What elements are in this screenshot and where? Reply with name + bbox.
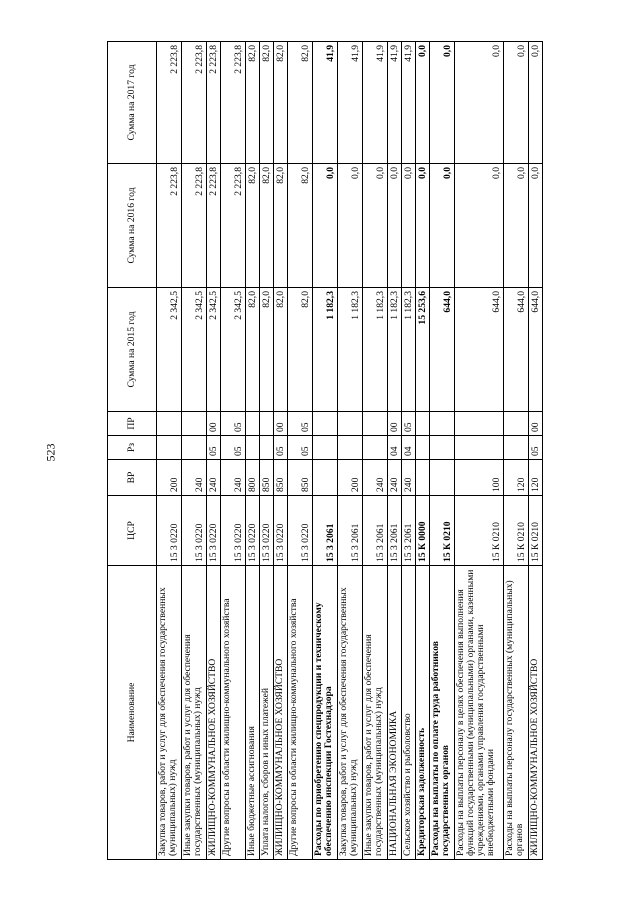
cell-sum-2015: 644,0 [455, 288, 504, 412]
table-row [504, 42, 529, 860]
cell-name: Закупка товаров, работ и услуг для обеспечения государственных (муниципальных) нужд [338, 566, 363, 860]
cell-name: Закупка товаров, работ и услуг для обеспечения государственных (муниципальных) нужд [157, 566, 182, 860]
cell-vr: 240 [402, 460, 416, 496]
cell-csr: 15 3 2061 [338, 496, 363, 566]
cell-pr [455, 412, 504, 436]
cell-name: Другие вопросы в области жилищно-коммунального хозяйства [288, 566, 313, 860]
cell-csr: 15 3 0220 [288, 496, 313, 566]
cell-pr [416, 412, 430, 436]
cell-sum-2015: 82,0 [274, 288, 288, 412]
cell-pr [430, 412, 455, 436]
table-row [430, 42, 455, 860]
header-pr: ПР [108, 412, 157, 436]
cell-name: Иные закупки товаров, работ и услуг для обеспечения государственных (муниципальных) нужд [363, 566, 388, 860]
cell-name: НАЦИОНАЛЬНАЯ ЭКОНОМИКА [388, 566, 402, 860]
cell-csr: 15 К 0210 [529, 496, 543, 566]
cell-sum-2015: 82,0 [288, 288, 313, 412]
table-row [363, 42, 388, 860]
header-name: Наименование [108, 566, 157, 860]
cell-sum-2017: 82,0 [274, 42, 288, 164]
cell-vr: 850 [274, 460, 288, 496]
cell-sum-2017: 41,9 [388, 42, 402, 164]
cell-vr: 850 [288, 460, 313, 496]
table-row [157, 42, 182, 860]
cell-sum-2017: 0,0 [430, 42, 455, 164]
cell-rz [504, 436, 529, 460]
cell-csr: 15 3 2061 [388, 496, 402, 566]
cell-sum-2016: 0,0 [338, 164, 363, 288]
cell-rz [260, 436, 274, 460]
cell-sum-2016: 0,0 [430, 164, 455, 288]
table-row [402, 42, 416, 860]
cell-csr: 15 К 0210 [430, 496, 455, 566]
cell-sum-2017: 2 223,8 [207, 42, 221, 164]
cell-sum-2015: 644,0 [430, 288, 455, 412]
cell-rz: 05 [529, 436, 543, 460]
cell-rz [246, 436, 260, 460]
cell-name: Иные бюджетные ассигнования [246, 566, 260, 860]
cell-sum-2017: 2 223,8 [157, 42, 182, 164]
cell-sum-2015: 15 253,6 [416, 288, 430, 412]
cell-rz [363, 436, 388, 460]
cell-sum-2015: 2 342,5 [157, 288, 182, 412]
cell-rz: 05 [221, 436, 246, 460]
cell-sum-2017: 0,0 [416, 42, 430, 164]
cell-sum-2015: 644,0 [529, 288, 543, 412]
cell-rz [338, 436, 363, 460]
table-row [416, 42, 430, 860]
rotated-table-container [107, 42, 584, 860]
cell-sum-2016: 0,0 [529, 164, 543, 288]
cell-sum-2015: 1 182,3 [402, 288, 416, 412]
cell-sum-2015: 1 182,3 [338, 288, 363, 412]
cell-sum-2015: 1 182,3 [388, 288, 402, 412]
cell-sum-2016: 82,0 [246, 164, 260, 288]
cell-csr: 15 3 0220 [260, 496, 274, 566]
cell-vr: 850 [260, 460, 274, 496]
header-sum-2016: Сумма на 2016 год [108, 164, 157, 288]
cell-sum-2015: 2 342,5 [221, 288, 246, 412]
table-row [182, 42, 207, 860]
cell-vr: 240 [363, 460, 388, 496]
cell-sum-2015: 2 342,5 [207, 288, 221, 412]
budget-table [107, 41, 543, 860]
header-csr: ЦСР [108, 496, 157, 566]
cell-vr: 240 [221, 460, 246, 496]
cell-csr: 15 К 0000 [416, 496, 430, 566]
cell-rz [416, 436, 430, 460]
cell-rz [157, 436, 182, 460]
cell-name: ЖИЛИЩНО-КОММУНАЛЬНОЕ ХОЗЯЙСТВО [529, 566, 543, 860]
cell-sum-2016: 2 223,8 [207, 164, 221, 288]
cell-vr [313, 460, 338, 496]
header-rz: Рз [108, 436, 157, 460]
cell-pr [157, 412, 182, 436]
cell-sum-2017: 2 223,8 [182, 42, 207, 164]
cell-pr: 00 [388, 412, 402, 436]
cell-sum-2015: 82,0 [260, 288, 274, 412]
cell-pr [363, 412, 388, 436]
cell-name: Сельское хозяйство и рыболовство [402, 566, 416, 860]
cell-pr [246, 412, 260, 436]
cell-pr: 05 [402, 412, 416, 436]
cell-name: Уплата налогов, сборов и иных платежей [260, 566, 274, 860]
cell-vr [430, 460, 455, 496]
cell-pr: 00 [207, 412, 221, 436]
cell-csr: 15 3 2061 [363, 496, 388, 566]
table-row [288, 42, 313, 860]
cell-csr: 15 3 0220 [246, 496, 260, 566]
cell-pr [313, 412, 338, 436]
table-row [246, 42, 260, 860]
cell-sum-2017: 82,0 [246, 42, 260, 164]
cell-sum-2016: 2 223,8 [157, 164, 182, 288]
header-vr: ВР [108, 460, 157, 496]
cell-csr: 15 3 0220 [221, 496, 246, 566]
cell-sum-2016: 0,0 [504, 164, 529, 288]
table-row [313, 42, 338, 860]
cell-pr: 05 [221, 412, 246, 436]
cell-name: Расходы на выплаты персоналу государственных (муниципальных) органов [504, 566, 529, 860]
table-row [338, 42, 363, 860]
cell-vr: 120 [529, 460, 543, 496]
cell-rz: 05 [207, 436, 221, 460]
cell-sum-2016: 82,0 [260, 164, 274, 288]
cell-name: ЖИЛИЩНО-КОММУНАЛЬНОЕ ХОЗЯЙСТВО [274, 566, 288, 860]
table-row [388, 42, 402, 860]
cell-sum-2016: 0,0 [363, 164, 388, 288]
cell-csr: 15 3 0220 [274, 496, 288, 566]
cell-pr [260, 412, 274, 436]
table-row [455, 42, 504, 860]
cell-sum-2017: 0,0 [529, 42, 543, 164]
table-body [157, 42, 543, 860]
cell-csr: 15 3 2061 [402, 496, 416, 566]
cell-sum-2017: 41,9 [313, 42, 338, 164]
cell-sum-2017: 41,9 [402, 42, 416, 164]
header-sum-2015: Сумма на 2015 год [108, 288, 157, 412]
table-header-row [108, 42, 157, 860]
cell-csr: 15 3 0220 [182, 496, 207, 566]
cell-csr: 15 3 0220 [207, 496, 221, 566]
cell-name: Расходы на выплаты персоналу в целях обеспечения выполнения функций государственными (муниципальными) органами, казенными учреждениями, органами управления государственными внебюджетными фондами [455, 566, 504, 860]
cell-name: Расходы по приобретению спецпродукции и техническому обеспечению инспекции Гостехнадзора [313, 566, 338, 860]
cell-sum-2016: 0,0 [455, 164, 504, 288]
cell-sum-2017: 41,9 [338, 42, 363, 164]
cell-rz [455, 436, 504, 460]
table-row [221, 42, 246, 860]
cell-rz: 05 [288, 436, 313, 460]
cell-sum-2016: 0,0 [416, 164, 430, 288]
cell-rz [182, 436, 207, 460]
table-row [529, 42, 543, 860]
cell-sum-2017: 0,0 [455, 42, 504, 164]
cell-pr: 00 [274, 412, 288, 436]
cell-csr: 15 К 0210 [455, 496, 504, 566]
cell-pr: 00 [529, 412, 543, 436]
cell-rz [313, 436, 338, 460]
cell-sum-2015: 1 182,3 [363, 288, 388, 412]
cell-pr [338, 412, 363, 436]
table-row [274, 42, 288, 860]
cell-rz: 05 [274, 436, 288, 460]
table-row [260, 42, 274, 860]
cell-vr: 100 [455, 460, 504, 496]
cell-sum-2017: 82,0 [288, 42, 313, 164]
header-sum-2017: Сумма на 2017 год [108, 42, 157, 164]
cell-rz [430, 436, 455, 460]
cell-sum-2016: 2 223,8 [182, 164, 207, 288]
cell-name: Расходы на выплаты по оплате труда работников государственных органов [430, 566, 455, 860]
cell-pr: 05 [288, 412, 313, 436]
cell-vr: 200 [157, 460, 182, 496]
cell-sum-2015: 2 342,5 [182, 288, 207, 412]
cell-sum-2016: 2 223,8 [221, 164, 246, 288]
table-row [207, 42, 221, 860]
cell-csr: 15 3 0220 [157, 496, 182, 566]
cell-vr: 240 [207, 460, 221, 496]
cell-sum-2015: 1 182,3 [313, 288, 338, 412]
cell-sum-2017: 82,0 [260, 42, 274, 164]
cell-name: Другие вопросы в области жилищно-коммунального хозяйства [221, 566, 246, 860]
cell-sum-2017: 0,0 [504, 42, 529, 164]
cell-csr: 15 3 2061 [313, 496, 338, 566]
cell-vr: 120 [504, 460, 529, 496]
cell-vr: 800 [246, 460, 260, 496]
cell-vr [416, 460, 430, 496]
cell-sum-2016: 0,0 [402, 164, 416, 288]
cell-sum-2016: 82,0 [274, 164, 288, 288]
cell-vr: 200 [338, 460, 363, 496]
cell-sum-2016: 0,0 [388, 164, 402, 288]
cell-sum-2017: 41,9 [363, 42, 388, 164]
cell-name: Иные закупки товаров, работ и услуг для обеспечения государственных (муниципальных) нужд [182, 566, 207, 860]
page-number: 523 [43, 443, 58, 462]
cell-vr: 240 [182, 460, 207, 496]
cell-sum-2016: 82,0 [288, 164, 313, 288]
cell-name: Кредиторская задолженность [416, 566, 430, 860]
cell-pr [504, 412, 529, 436]
cell-rz: 04 [402, 436, 416, 460]
cell-name: ЖИЛИЩНО-КОММУНАЛЬНОЕ ХОЗЯЙСТВО [207, 566, 221, 860]
cell-csr: 15 К 0210 [504, 496, 529, 566]
cell-sum-2015: 82,0 [246, 288, 260, 412]
cell-vr: 240 [388, 460, 402, 496]
cell-sum-2017: 2 223,8 [221, 42, 246, 164]
cell-pr [182, 412, 207, 436]
cell-sum-2015: 644,0 [504, 288, 529, 412]
cell-rz: 04 [388, 436, 402, 460]
cell-sum-2016: 0,0 [313, 164, 338, 288]
